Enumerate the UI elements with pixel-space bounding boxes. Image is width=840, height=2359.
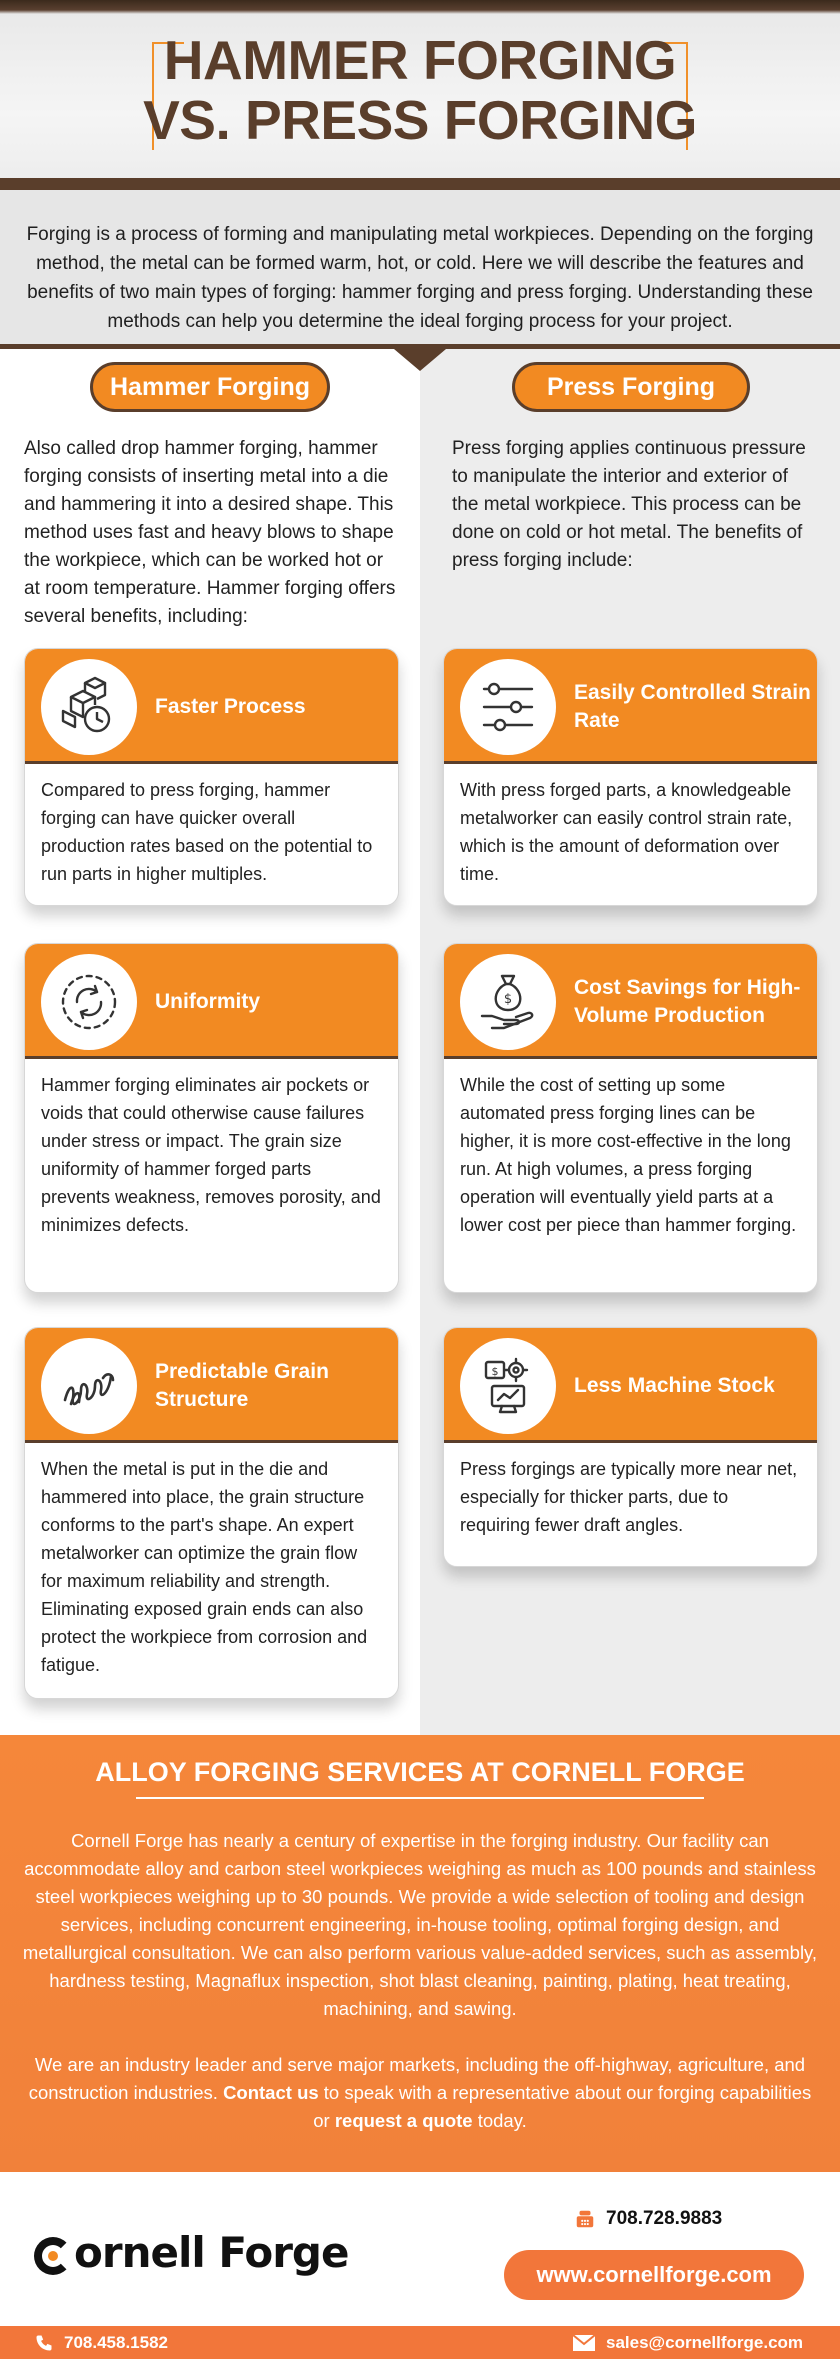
svg-text:$: $ bbox=[491, 1365, 499, 1378]
alloy-text: today. bbox=[472, 2110, 527, 2131]
hammer-intro: Also called drop hammer forging, hammer forging consists of inserting metal into a die and hammering it into a desired shape. This method uses fast and heavy blows to shape the workpiece, which can be worked hot or at room temperature. Hammer forging offers several benefits, including: bbox=[24, 438, 396, 627]
alt-phone[interactable] bbox=[34, 2326, 168, 2359]
page-title bbox=[0, 30, 840, 150]
card-title: Faster Process bbox=[155, 694, 306, 718]
card-title: Cost Savings for High-Volume Production bbox=[574, 975, 801, 1027]
money-bag-hand-icon bbox=[460, 954, 556, 1050]
card-header bbox=[25, 944, 398, 1059]
footer bbox=[0, 2172, 840, 2326]
alloy-text: to speak with a representative about our forging capabilities or bbox=[313, 2082, 812, 2131]
card-title: Less Machine Stock bbox=[574, 1373, 775, 1397]
boxes-clock-icon bbox=[41, 659, 137, 755]
card-body: When the metal is put in the die and hammered into place, the grain structure conforms to the part's shape. An expert metalworker can optimize the grain flow for maximum reliability and strength. Eliminating exposed grain ends can also protect the workpiece from corrosion and fatigue. bbox=[41, 1459, 368, 1675]
card-cost-savings bbox=[443, 943, 818, 1293]
alt-phone-number: 708.458.1582 bbox=[64, 2332, 168, 2352]
alloy-text: We are an industry leader and serve major markets, including the off-highway, agriculture, and construction industries. bbox=[28, 2054, 806, 2103]
card-uniformity bbox=[24, 943, 399, 1293]
grain-spiral-icon bbox=[41, 1338, 137, 1434]
press-forging-label: Press Forging bbox=[512, 362, 750, 412]
hammer-forging-label: Hammer Forging bbox=[90, 362, 330, 412]
press-intro: Press forging applies continuous pressure to manipulate the interior and exterior of the metal workpiece. This process can be done on cold or hot metal. The benefits of press forging include: bbox=[452, 438, 806, 571]
card-header bbox=[25, 1328, 398, 1443]
phone-icon bbox=[34, 2333, 54, 2353]
card-body: With press forged parts, a knowledgeable metalworker can easily control strain rate, which is the amount of deformation over time. bbox=[460, 780, 793, 884]
card-title: Uniformity bbox=[155, 989, 260, 1013]
card-header bbox=[444, 1328, 817, 1443]
website-button[interactable]: www.cornellforge.com bbox=[504, 2250, 804, 2300]
card-body: Press forgings are typically more near net, especially for thicker parts, due to requiring fewer draft angles. bbox=[460, 1459, 798, 1535]
card-header bbox=[444, 944, 817, 1059]
hero-header bbox=[0, 0, 840, 190]
logo-text: ornell Forge bbox=[74, 2227, 349, 2277]
logo-c-mark bbox=[34, 2237, 72, 2275]
heading-rule bbox=[136, 1797, 704, 1799]
card-predictable-grain bbox=[24, 1327, 399, 1699]
monitor-gear-icon bbox=[460, 1338, 556, 1434]
cornell-forge-logo[interactable] bbox=[34, 2222, 348, 2282]
desk-phone-icon bbox=[574, 2208, 596, 2230]
request-quote-link[interactable]: request a quote bbox=[334, 2110, 473, 2131]
main-phone[interactable] bbox=[574, 2204, 722, 2234]
card-less-machine-stock bbox=[443, 1327, 818, 1567]
envelope-icon bbox=[572, 2334, 596, 2352]
title-line-2: VS. PRESS FORGING bbox=[143, 89, 697, 151]
card-header bbox=[444, 649, 817, 764]
card-body: While the cost of setting up some automated press forging lines can be higher, it is more cost-effective in the long run. At high volumes, a press forging operation will eventually yield parts at a lower cost per piece than hammer forging. bbox=[460, 1075, 797, 1235]
alloy-paragraph-2 bbox=[20, 2051, 820, 2135]
title-line-1: HAMMER FORGING bbox=[163, 29, 677, 91]
contact-bar bbox=[0, 2326, 840, 2359]
card-body: Compared to press forging, hammer forging can have quicker overall production rates based on the potential to run parts in higher multiples. bbox=[41, 780, 373, 884]
card-title: Easily Controlled Strain Rate bbox=[574, 680, 811, 732]
divider-notch bbox=[394, 349, 446, 371]
sliders-icon bbox=[460, 659, 556, 755]
email-address: sales@cornellforge.com bbox=[606, 2332, 804, 2352]
card-title: Predictable Grain Structure bbox=[155, 1359, 329, 1411]
card-header bbox=[25, 649, 398, 764]
intro-section bbox=[0, 190, 840, 345]
cycle-arrows-icon bbox=[41, 954, 137, 1050]
alloy-services-section bbox=[0, 1735, 840, 2172]
main-phone-number: 708.728.9883 bbox=[606, 2208, 723, 2229]
intro-text: Forging is a process of forming and manipulating metal workpieces. Depending on the forging method, the metal can be formed warm, hot, or cold. Here we will describe the features and benefits of two main types of forging: hammer forging and press forging. Understanding these methods can help you determine the ideal forging process for your project. bbox=[26, 224, 814, 332]
header-divider bbox=[0, 178, 840, 190]
alloy-paragraph-1: Cornell Forge has nearly a century of expertise in the forging industry. Our facility can accommodate alloy and carbon steel workpieces weighing as much as 100 pounds and stainless steel workpieces weighing up to 30 pounds. We provide a wide selection of tooling and design services, including concurrent engineering, in-house tooling, optimal forging design, and metallurgical consultation. We can also perform various value-added services, such as assembly, hardness testing, Magnaflux inspection, shot blast cleaning, painting, plating, heat treating, machining, and sawing. bbox=[22, 1830, 818, 2019]
svg-text:$: $ bbox=[503, 992, 513, 1007]
contact-us-link[interactable]: Contact us bbox=[223, 2082, 319, 2103]
card-faster-process bbox=[24, 648, 399, 906]
card-body: Hammer forging eliminates air pockets or voids that could otherwise cause failures under stress or impact. The grain size uniformity of hammer forged parts prevents weakness, removes porosity, and minimizes defects. bbox=[41, 1075, 381, 1235]
email[interactable] bbox=[572, 2326, 803, 2359]
card-strain-rate bbox=[443, 648, 818, 906]
alloy-heading: ALLOY FORGING SERVICES AT CORNELL FORGE bbox=[95, 1757, 745, 1787]
